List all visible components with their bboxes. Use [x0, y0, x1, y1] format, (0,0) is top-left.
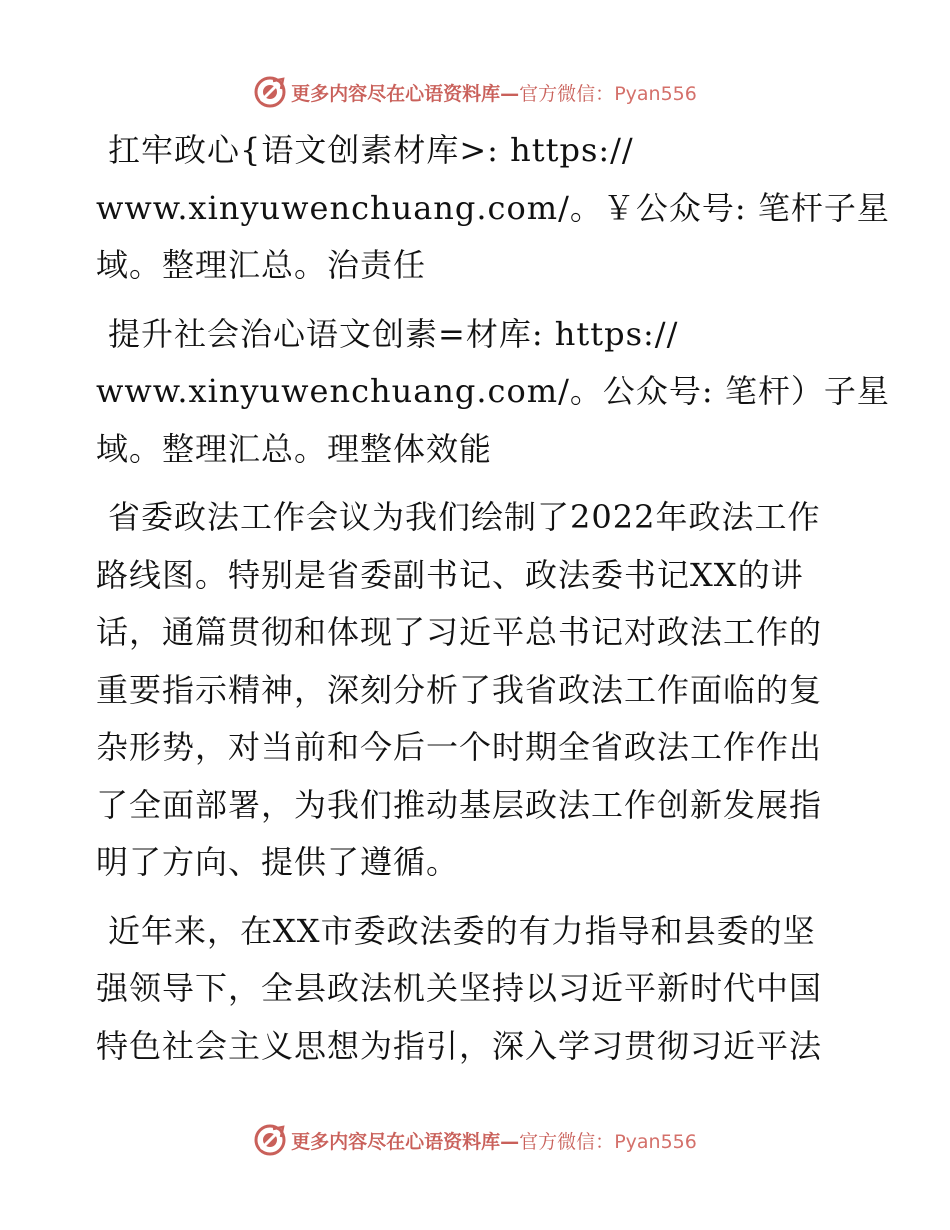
text-line: 域。整理汇总。治责任: [96, 246, 427, 284]
watermark-wechat-label: 官方微信：: [519, 82, 615, 105]
paragraph-3: [96, 489, 856, 892]
watermark-main: 更多内容尽在心语资料库: [291, 1130, 501, 1153]
watermark-wechat-label: 官方微信：: [519, 1130, 615, 1153]
paragraph-4: [96, 903, 856, 1076]
footer-watermark-banner: [0, 1120, 950, 1160]
text-line: 特色社会主义思想为指引，深入学习贯彻习近平法: [96, 1026, 823, 1065]
text-line: 省委政法工作会议为我们绘制了2022年政法工作: [108, 498, 821, 536]
text-line: 扛牢政心{语文创素材库>: https://: [108, 131, 634, 169]
watermark-main: 更多内容尽在心语资料库: [291, 82, 501, 105]
document-body: [96, 122, 890, 1086]
watermark-handle: Pyan556: [614, 1130, 697, 1153]
paragraph-2: [96, 306, 890, 479]
text-line: 重要指示精神，深刻分析了我省政法工作面临的复: [96, 670, 823, 709]
watermark-handle: Pyan556: [614, 82, 697, 105]
watermark-text: [291, 79, 697, 106]
text-line: www.xinyuwenchuang.com/。公众号: 笔杆）子星: [96, 372, 890, 410]
brand-logo-icon: [253, 75, 287, 109]
watermark-dash: —: [500, 1130, 520, 1153]
watermark-text: [291, 1127, 697, 1154]
text-line: 近年来，在XX市委政法委的有力指导和县委的坚: [108, 911, 816, 950]
paragraph-1: [96, 122, 890, 295]
brand-logo-icon: [253, 1123, 287, 1157]
text-line: 明了方向、提供了遵循。: [96, 843, 460, 881]
text-line: 话，通篇贯彻和体现了习近平总书记对政法工作的: [96, 613, 823, 651]
watermark-dash: —: [500, 82, 520, 105]
text-line: 路线图。特别是省委副书记、政法委书记XX的讲: [96, 555, 804, 594]
text-line: 杂形势，对当前和今后一个时期全省政法工作作出: [96, 728, 823, 766]
text-line: 提升社会治心语文创素=材库: https://: [108, 314, 679, 353]
text-line: 强领导下，全县政法机关坚持以习近平新时代中国: [96, 969, 823, 1007]
text-line: 域。整理汇总。理整体效能: [96, 429, 493, 468]
header-watermark-banner: [0, 72, 950, 112]
text-line: www.xinyuwenchuang.com/。￥公众号: 笔杆子星: [96, 188, 890, 227]
text-line: 了全面部署，为我们推动基层政法工作创新发展指: [96, 785, 823, 824]
